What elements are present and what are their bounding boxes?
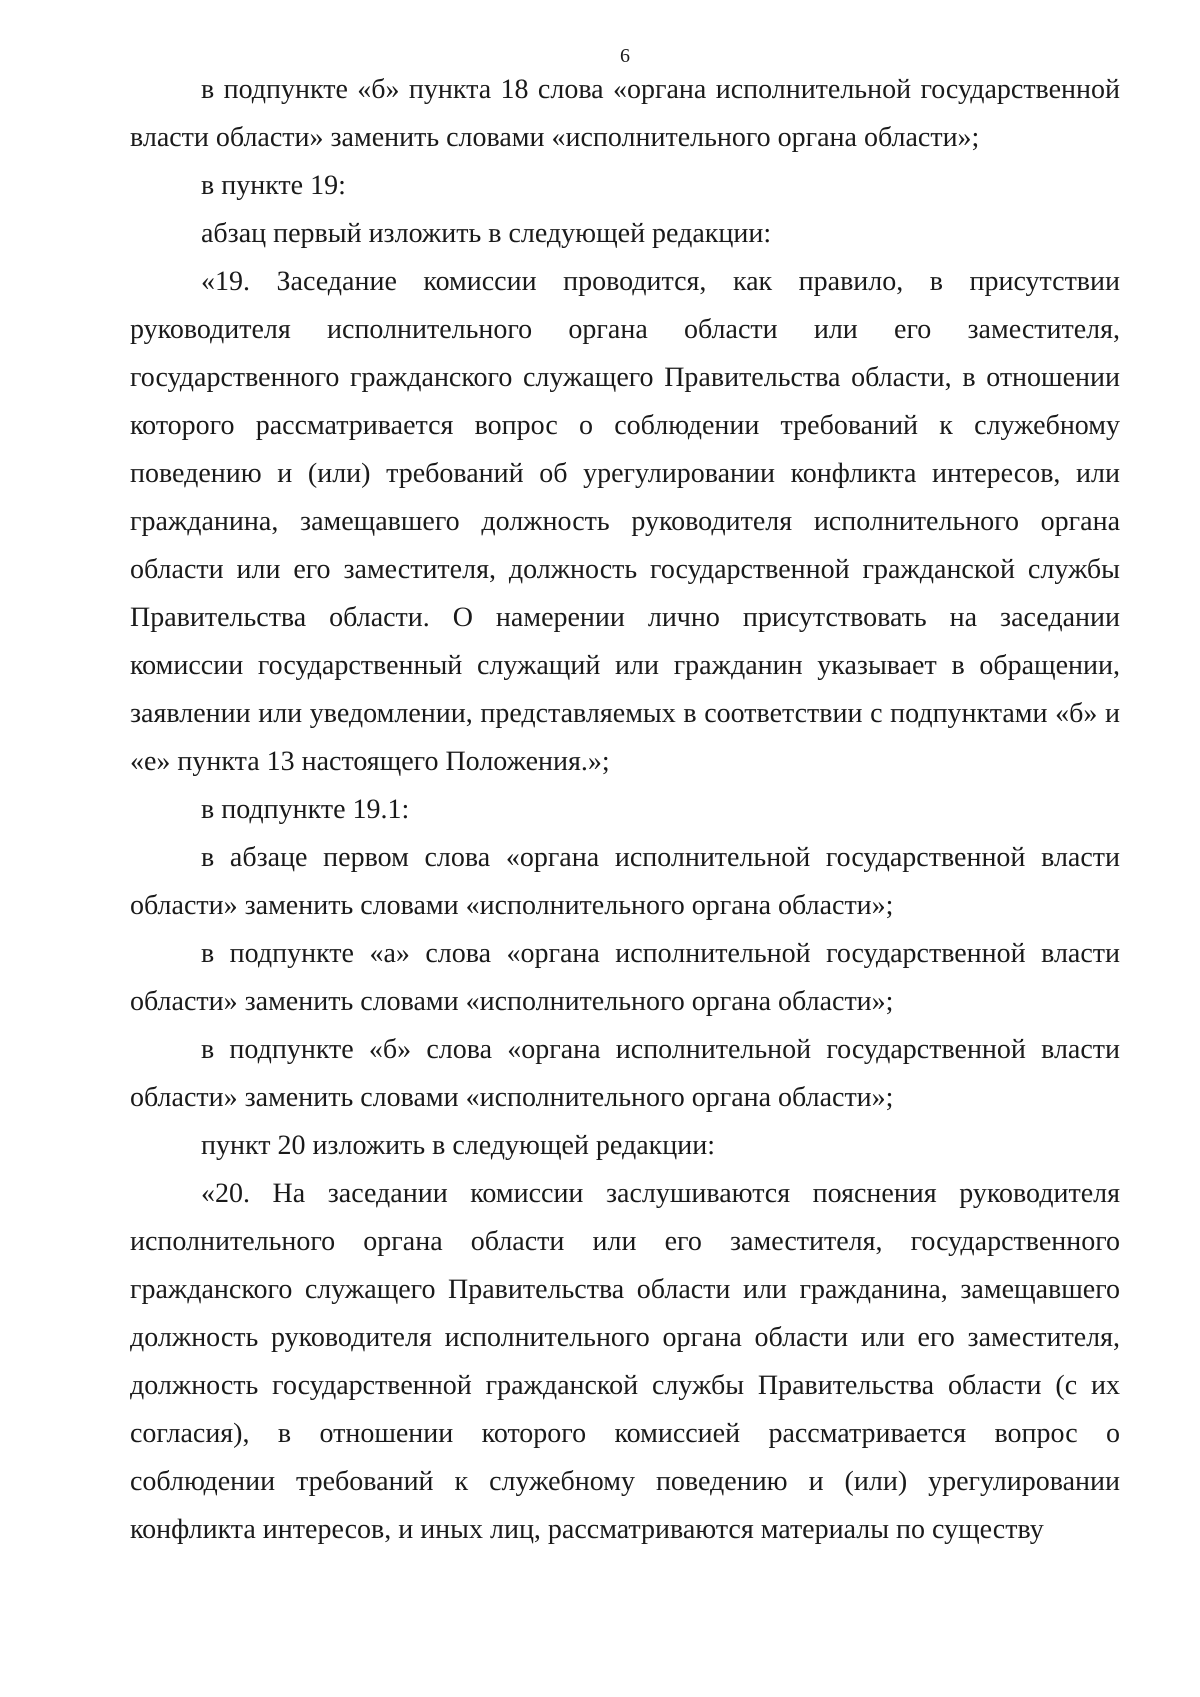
paragraph-item-20-text: «20. На заседании комиссии заслушиваются пояснения руководителя исполнительного органа области или его заместителя, государственного гражданского служащего Правительства области или гражданина, замещавшего должность руководителя исполнительного органа области или его заместителя, должность государственной гражданской службы Правительства области (с их согласия), в отношении которого комиссией рассматривается вопрос о соблюдении требований к служебному поведению и (или) урегулировании конфликта интересов, и иных лиц, рассматриваются материалы по существу	[130, 1178, 1120, 1545]
paragraph-subpoint-b-item-18: в подпункте «б» пункта 18 слова «органа исполнительной государственной власти области» заменить словами «исполнительного органа области»;	[130, 74, 1120, 153]
paragraph-subpoint-b: в подпункте «б» слова «органа исполнительной государственной власти области» заменить словами «исполнительного органа области»;	[130, 1034, 1120, 1113]
paragraph-first-abstract-instruction: абзац первый изложить в следующей редакции:	[201, 218, 772, 249]
paragraph-item-20-heading: пункт 20 изложить в следующей редакции:	[201, 1130, 715, 1161]
paragraph-item-19-heading: в пункте 19:	[201, 170, 346, 201]
page-number: 6	[620, 45, 630, 67]
paragraph-subpoint-19-1-first-abstract: в абзаце первом слова «органа исполнительной государственной власти области» заменить словами «исполнительного органа области»;	[130, 842, 1120, 921]
document-body	[130, 66, 1120, 1554]
paragraph-subpoint-19-1-heading: в подпункте 19.1:	[201, 794, 410, 825]
paragraph-item-19-text: «19. Заседание комиссии проводится, как правило, в присутствии руководителя исполнительного органа области или его заместителя, государственного гражданского служащего Правительства области, в отношении которого рассматривается вопрос о соблюдении требований к служебному поведению и (или) требований об урегулировании конфликта интересов, или гражданина, замещавшего должность руководителя исполнительного органа области или его заместителя, должность государственной гражданской службы Правительства области. О намерении лично присутствовать на заседании комиссии государственный служащий или гражданин указывает в обращении, заявлении или уведомлении, представляемых в соответствии с подпунктами «б» и «е» пункта 13 настоящего Положения.»;	[130, 266, 1120, 777]
paragraph-subpoint-a: в подпункте «а» слова «органа исполнительной государственной власти области» заменить словами «исполнительного органа области»;	[130, 938, 1120, 1017]
